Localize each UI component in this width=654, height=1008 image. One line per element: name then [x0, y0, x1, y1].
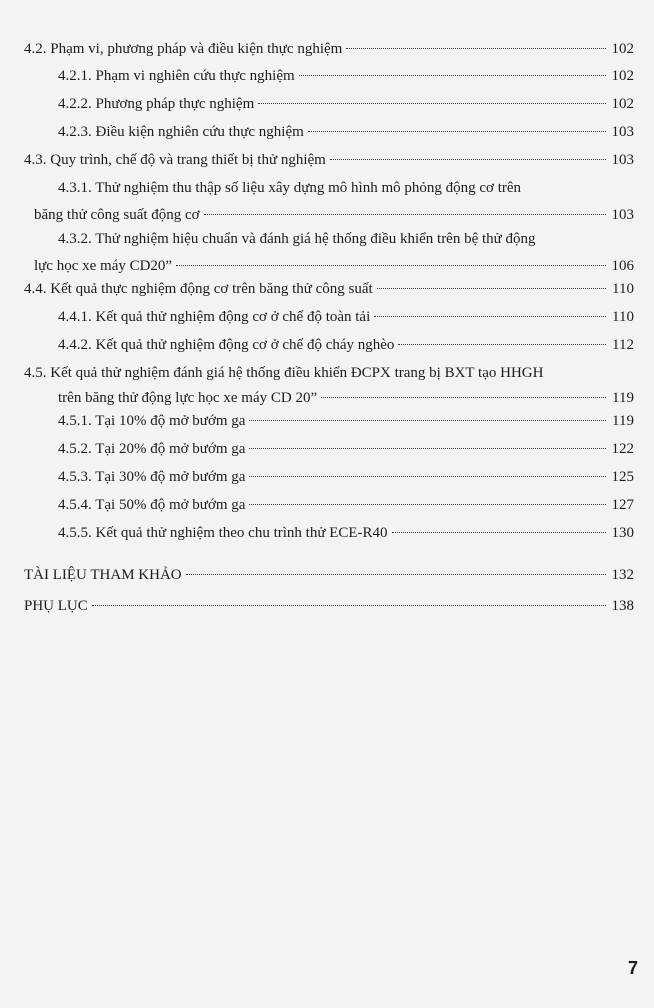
toc-entry-title-line1: 4.5. Kết quả thử nghiệm đánh giá hệ thống điều khiển ĐCPX trang bị BXT tạo HHGH	[24, 365, 544, 381]
dot-leader	[346, 48, 606, 49]
toc-entry-page: 110	[612, 281, 634, 297]
dot-leader	[299, 75, 606, 76]
toc-entry-page: 106	[611, 258, 634, 274]
dot-leader	[392, 532, 606, 533]
toc-entry	[24, 566, 634, 584]
dot-leader	[186, 574, 606, 575]
toc-entry	[24, 40, 634, 58]
toc-entry-title: 4.4.2. Kết quả thử nghiệm động cơ ở chế độ cháy nghèo	[58, 337, 395, 353]
page-number: 7	[627, 958, 638, 978]
dot-leader	[249, 504, 606, 505]
toc-entry	[58, 412, 634, 430]
dot-leader	[321, 397, 606, 398]
toc-entry-title: 4.5.1. Tại 10% độ mở bướm ga	[58, 413, 246, 429]
toc-entry-title: 4.2.2. Phương pháp thực nghiệm	[58, 96, 255, 112]
toc-entry-title: 4.4. Kết quả thực nghiệm động cơ trên băng thử công suất	[24, 281, 373, 297]
dot-leader	[330, 159, 606, 160]
dot-leader	[308, 131, 606, 132]
toc-entry	[58, 123, 634, 141]
toc-entry-title: 4.5.4. Tại 50% độ mở bướm ga	[58, 497, 246, 513]
toc-entry-page: 110	[612, 309, 634, 325]
toc-entry-page: 119	[612, 390, 634, 406]
toc-entry-title: 4.3. Quy trình, chế độ và trang thiết bị thử nghiệm	[24, 152, 326, 168]
toc-entry-page: 102	[611, 41, 634, 57]
toc-entry	[58, 336, 634, 354]
toc-entry-title: TÀI LIỆU THAM KHẢO	[24, 567, 182, 583]
toc-entry-title: 4.2.3. Điều kiện nghiên cứu thực nghiệm	[58, 124, 304, 140]
toc-entry	[24, 280, 634, 298]
dot-leader	[92, 605, 606, 606]
toc-entry	[58, 308, 634, 326]
toc-entry	[58, 524, 634, 542]
toc-entry-page: 138	[611, 598, 634, 614]
dot-leader	[377, 288, 606, 289]
toc-entry-title-line1: 4.3.1. Thử nghiệm thu thập số liệu xây dựng mô hình mô phỏng động cơ trên	[58, 180, 522, 196]
toc-entry-page: 132	[611, 567, 634, 583]
dot-leader	[249, 420, 606, 421]
toc-entry-title: 4.2. Phạm vi, phương pháp và điều kiện thực nghiệm	[24, 41, 343, 57]
toc-entry	[58, 468, 634, 486]
toc-entry-title: 4.2.1. Phạm vi nghiên cứu thực nghiệm	[58, 68, 295, 84]
dot-leader	[204, 214, 606, 215]
toc-entry	[58, 95, 634, 113]
toc-entry-title: 4.5.5. Kết quả thử nghiệm theo chu trình thử ECE-R40	[58, 525, 388, 541]
toc-entry-page: 103	[611, 124, 634, 140]
dot-leader	[374, 316, 606, 317]
toc-entry-title-line2: băng thử công suất động cơ	[34, 207, 200, 223]
toc-entry-title: 4.5.3. Tại 30% độ mở bướm ga	[58, 469, 246, 485]
toc-entry	[24, 151, 634, 169]
toc-entry-page: 125	[611, 469, 634, 485]
toc-entry-title: 4.5.2. Tại 20% độ mở bướm ga	[58, 441, 246, 457]
toc-entry-page: 130	[611, 525, 634, 541]
dot-leader	[249, 448, 606, 449]
dot-leader	[398, 344, 606, 345]
toc-entry-page: 103	[611, 207, 634, 223]
toc-entry-title: 4.4.1. Kết quả thử nghiệm động cơ ở chế độ toàn tải	[58, 309, 371, 325]
toc-entry	[24, 597, 634, 615]
dot-leader	[258, 103, 606, 104]
toc-entry	[34, 230, 634, 275]
toc-entry-title: PHỤ LỤC	[24, 598, 88, 614]
toc-entry	[24, 364, 634, 407]
toc-entry-title-line2: trên băng thử động lực học xe máy CD 20”	[58, 390, 318, 406]
dot-leader	[249, 476, 606, 477]
toc-entry-page: 112	[612, 337, 634, 353]
dot-leader	[176, 265, 606, 266]
toc-entry	[58, 496, 634, 514]
toc-entry-page: 127	[611, 497, 634, 513]
toc-entry-title-line2: lực học xe máy CD20”	[34, 258, 173, 274]
toc-entry	[34, 179, 634, 224]
toc-entry-title-line1: 4.3.2. Thử nghiệm hiệu chuẩn và đánh giá hệ thống điều khiển trên bệ thử động	[58, 231, 536, 247]
toc-entry-page: 103	[611, 152, 634, 168]
toc-entry	[58, 67, 634, 85]
toc-entry	[58, 440, 634, 458]
toc-entry-page: 122	[611, 441, 634, 457]
toc-entry-page: 102	[611, 68, 634, 84]
toc-entry-page: 102	[611, 96, 634, 112]
toc-entry-page: 119	[612, 413, 634, 429]
